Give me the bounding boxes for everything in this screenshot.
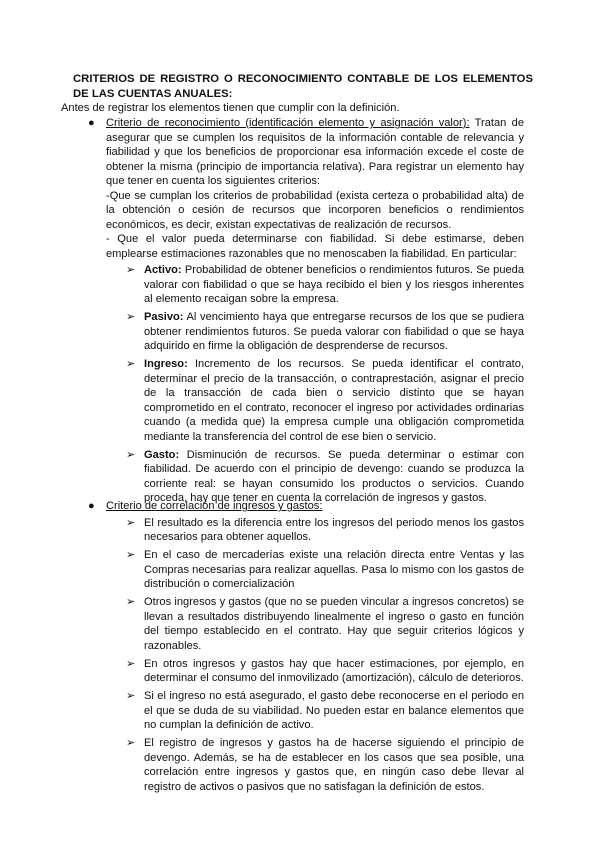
arrow-bullet-icon: ➢ [126,596,136,608]
term-activo: Activo: [144,264,182,276]
section-correlation-heading: Criterio de correlación de ingresos y gastos: [106,500,323,512]
arrow-bullet-icon: ➢ [126,358,136,370]
list-item-pasivo [106,310,524,354]
arrow-bullet-icon: ➢ [126,311,136,323]
list-item-text: Si el ingreso no está asegurado, el gasto debe reconocerse en el periodo en el que se duda de su viabilidad. No pueden estar en balance elementos que no cumplan la definición de activo. [144,690,524,731]
text-gasto: Disminución de recursos. Se pueda determinar o estimar con fiabilidad. De acuerdo con el principio de devengo: cuando se produzca la corriente real: se hayan consumido los productos o servicios. Cuando proceda, hay que tener en cuenta la correlación de ingresos y gastos. [144,448,524,504]
text-ingreso: Incremento de los recursos. Se pueda identificar el contrato, determinar el precio de la transacción, o contraprestación, asignar el precio de la transacción de cada bien o servicio distinto que se hayan comprometido en el contrato, reconocer el ingreso por actividades ordinarias cuando (a medida que) la empresa cumple una obligación comprometida mediante la transferencia del control de ese bien o servicio. [144,358,524,443]
term-gasto: Gasto: [144,448,180,461]
list-item-text: El resultado es la diferencia entre los ingresos del periodo menos los gastos necesarios para obtener aquellos. [144,516,524,543]
paragraph-reliability: - Que el valor pueda determinarse con fiabilidad. Si debe estimarse, deben emplearse estimaciones razonables que no menoscaben la fiabilidad. En particular: [106,233,524,260]
bullet-icon: ● [88,500,95,512]
list-item-text: Otros ingresos y gastos (que no se pueden vincular a ingresos concretos) se llevan a resultados distribuyendo linealmente el ingreso o gasto en función del tiempo establecido en el contrato. Hay que seguir criterios lógicos y razonables. [144,596,524,652]
section-correlation-criteria [88,499,524,798]
section-recognition-intro [106,116,524,189]
list-item [106,657,524,686]
section-recognition-heading: Criterio de reconocimiento (identificación elemento y asignación valor): [106,117,470,129]
list-item-ingreso [106,357,524,444]
document-title: CRITERIOS DE REGISTRO O RECONOCIMIENTO CONTABLE DE LOS ELEMENTOS DE LAS CUENTAS ANUALES: [73,73,533,100]
arrow-bullet-icon: ➢ [126,690,136,702]
arrow-bullet-icon: ➢ [126,549,136,561]
list-item-text: En el caso de mercaderías existe una relación directa entre Ventas y las Compras necesarias para realizar aquellas. Pasa lo mismo con los gastos de distribución o comercialización [144,549,524,590]
term-pasivo: Pasivo: [144,311,184,323]
list-item-text: En otros ingresos y gastos hay que hacer estimaciones, por ejemplo, en determinar el consumo del inmovilizado (amortización), cálculo de deterioros. [144,657,524,684]
section-recognition-description: Tratan de asegurar que se cumplen los requisitos de la información contable de relevancia y fiabilidad y que los beneficios de proporcionar esa información excede el coste de obtener la misma (principio de importancia relativa). Para registrar un elemento hay que tener en cuenta los siguientes criterios: [106,117,524,187]
list-item [106,595,524,653]
list-item-text: El registro de ingresos y gastos ha de hacerse siguiendo el principio de devengo. Además, se ha de establecer en los casos que sea posible, una correlación entre ingresos y gastos que, en ningún caso debe llevar al registro de activos o pasivos que no satisfagan la definición de estos. [144,737,524,793]
arrow-bullet-icon: ➢ [126,657,136,670]
list-item [106,548,524,592]
list-item [106,689,524,733]
list-item [106,516,524,545]
arrow-bullet-icon: ➢ [126,516,136,529]
section-recognition-criteria [88,116,524,509]
term-ingreso: Ingreso: [144,358,188,370]
arrow-bullet-icon: ➢ [126,737,136,749]
list-item [106,736,524,794]
arrow-bullet-icon: ➢ [126,448,136,461]
text-pasivo: Al vencimiento haya que entregarse recursos de los que se pudiera obtener rendimientos futuros. Se pueda valorar con fiabilidad o que se haya adquirido en firme la obligación de desprenderse de recursos. [144,311,524,352]
text-activo: Probabilidad de obtener beneficios o rendimientos futuros. Se pueda valorar con fiabilidad o que se haya recibido el bien y los riesgos inherentes al elemento recaigan sobre la empresa. [144,264,524,305]
arrow-bullet-icon: ➢ [126,264,136,276]
paragraph-probability: -Que se cumplan los criterios de probabilidad (exista certeza o probabilidad alta) de la obtención o cesión de recursos que incorporen beneficios o rendimientos económicos, es decir, existan expectativas de realización de recursos. [106,189,524,231]
recognition-list [106,263,524,506]
list-item-gasto [106,448,524,506]
intro-text: Antes de registrar los elementos tienen que cumplir con la definición. [61,102,400,114]
correlation-list [106,516,524,795]
bullet-icon: ● [88,117,95,129]
list-item-activo [106,263,524,307]
